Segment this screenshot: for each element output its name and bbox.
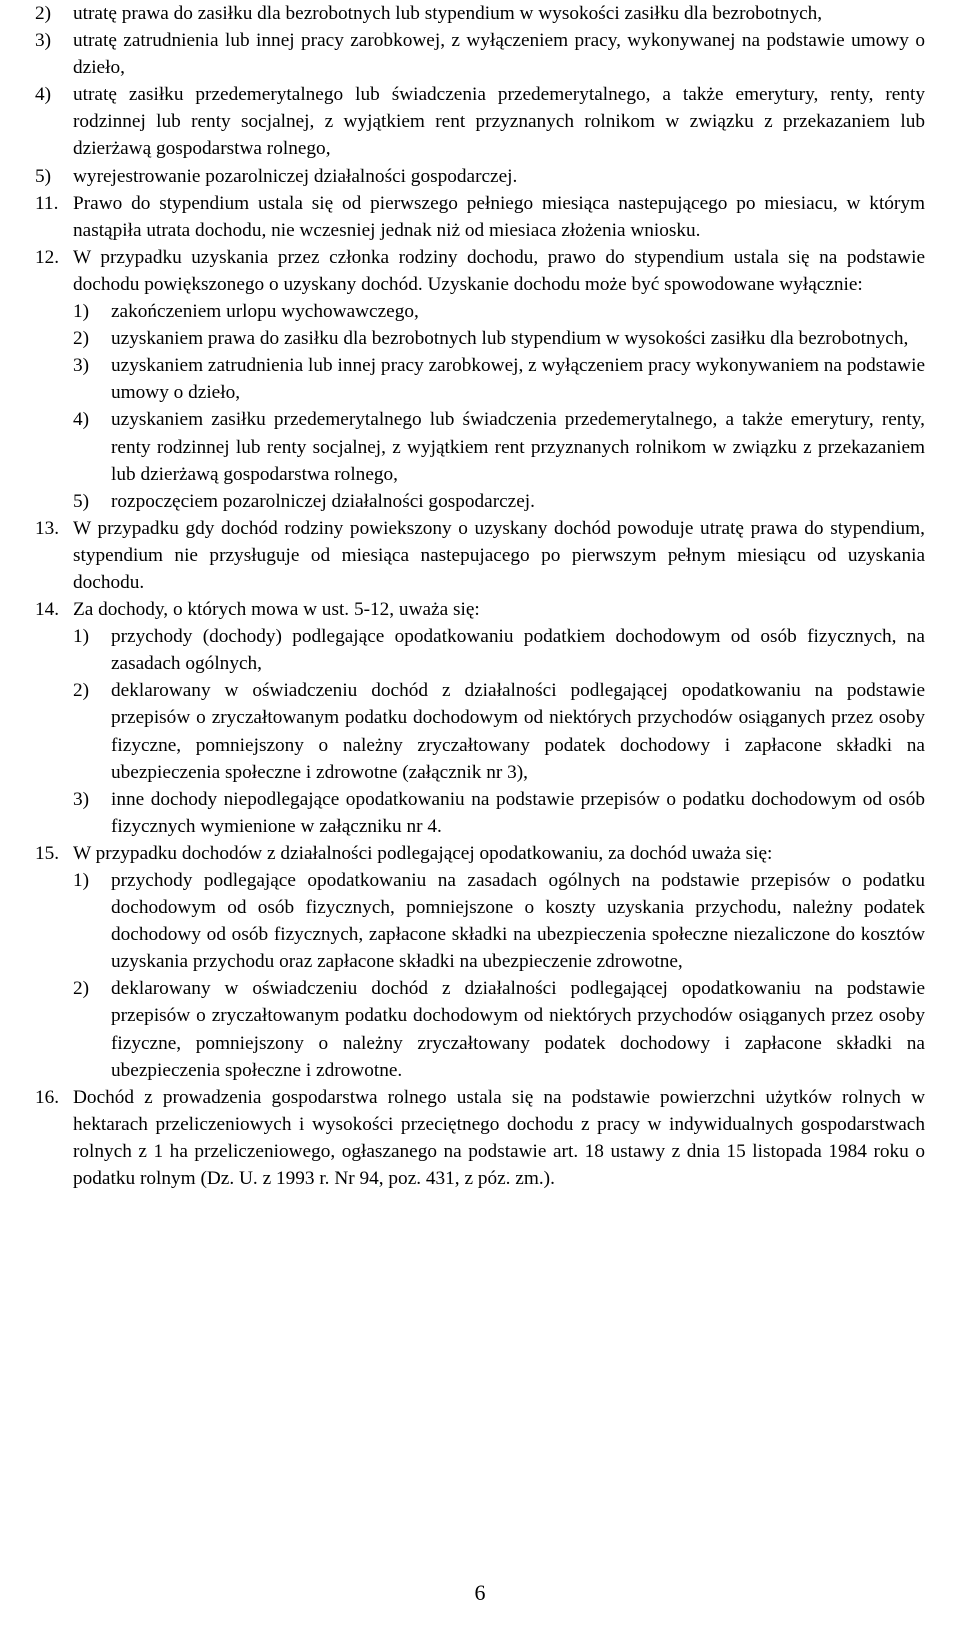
list-item-number: 5) <box>35 165 52 187</box>
list-item <box>35 27 925 81</box>
paragraph-text: Dochód z prowadzenia gospodarstwa rolnego ustala się na podstawie powierzchni użytków rolnych w hektarach przeliczeniowych i wysokości przeciętnego dochodu z pracy w indywidualnych gospodarstwach rolnych z 1 ha przeliczeniowego, ogłaszanego na podstawie art. 18 ustawy z dnia 15 listopada 1984 roku o podatku rolnym (Dz. U. z 1993 r. Nr 94, poz. 431, z póz. zm.). <box>73 1086 925 1190</box>
list-item-number: 4) <box>35 84 52 106</box>
list-item <box>73 488 925 515</box>
list-item-text: deklarowany w oświadczeniu dochód z działalności podlegającej opodatkowaniu na podstawie przepisów o zryczałtowanym podatku dochodowym od niektórych przychodów osiąganych przez osoby fizyczne, pomniejszony o należny zryczałtowany podatek dochodowy i zapłacone składki na ubezpieczenia społeczne i zdrowotne (załącznik nr 3), <box>111 680 925 783</box>
document-page <box>35 0 925 1192</box>
list-item-text: przychody podlegające opodatkowaniu na zasadach ogólnych na podstawie przepisów o podatku dochodowym od osób fizycznych, pomniejszone o koszty uzyskania przychodu, należny podatek dochodowy od osób fizycznych, zapłacone składki na ubezpieczenia społeczne niezaliczone do kosztów uzyskania przychodu oraz zapłacone składki na ubezpieczenie zdrowotne, <box>111 870 925 973</box>
list-item-text: zakończeniem urlopu wychowawczego, <box>111 301 419 323</box>
list-item-number: 1) <box>73 301 90 323</box>
page-number: 6 <box>474 1580 486 1605</box>
list-item-number: 3) <box>73 355 90 377</box>
list-item <box>73 975 925 1083</box>
paragraph-16 <box>35 1084 925 1192</box>
list-item-text: rozpoczęciem pozarolniczej działalności gospodarczej. <box>111 490 535 512</box>
list-item-number: 4) <box>73 409 90 431</box>
list-item-text: uzyskaniem zasiłku przedemerytalnego lub świadczenia przedemerytalnego, a także emerytury, renty, renty rodzinnej lub renty socjalnej, z wyjątkiem rent przyznanych rolnikom w związku z przekazaniem lub dzierżawą gospodarstwa rolnego, <box>111 409 925 485</box>
paragraph-11 <box>35 190 925 244</box>
list-item <box>73 786 925 840</box>
paragraph-text: W przypadku uzyskania przez członka rodziny dochodu, prawo do stypendium ustala się na podstawie dochodu powiększonego o uzyskany dochód. Uzyskanie dochodu może być spowodowane wyłącznie: <box>73 246 925 295</box>
list-item <box>35 0 925 27</box>
list-item-text: uzyskaniem prawa do zasiłku dla bezrobotnych lub stypendium w wysokości zasiłku dla bezrobotnych, <box>111 328 909 350</box>
list-item-number: 1) <box>73 870 90 891</box>
paragraph-number: 14. <box>35 599 60 621</box>
list-item <box>35 163 925 190</box>
paragraph-number: 13. <box>35 517 60 539</box>
list-item-text: wyrejestrowanie pozarolniczej działalności gospodarczej. <box>73 165 518 187</box>
list-item <box>73 406 925 487</box>
list-item <box>73 867 925 975</box>
paragraph-number: 15. <box>35 842 60 864</box>
list-item-text: deklarowany w oświadczeniu dochód z działalności podlegającej opodatkowaniu na podstawie przepisów o zryczałtowanym podatku dochodowym od niektórych przychodów osiąganych przez osoby fizyczne, pomniejszony o należny zryczałtowany podatek dochodowy i zapłacone składki na ubezpieczenia społeczne i zdrowotne. <box>111 978 925 1081</box>
list-item <box>73 325 925 352</box>
list-item-text: inne dochody niepodlegające opodatkowaniu na podstawie przepisów o podatku dochodowym od osób fizycznych wymienione w załączniku nr 4. <box>111 788 925 837</box>
list-item <box>35 81 925 162</box>
paragraph-text: Prawo do stypendium ustala się od pierwszego pełniego miesiąca nastepującego po miesiacu, w którym nastąpiła utrata dochodu, nie wczesniej jednak niż od miesiaca złożenia wniosku. <box>73 192 925 241</box>
paragraph-14 <box>35 596 925 840</box>
document-body <box>35 0 925 1192</box>
paragraph-text: W przypadku dochodów z działalności podlegającej opodatkowaniu, za dochód uważa się: <box>73 842 773 864</box>
list-item-number: 3) <box>35 30 52 52</box>
list-item-text: utratę zatrudnienia lub innej pracy zarobkowej, z wyłączeniem pracy, wykonywanej na podstawie umowy o dzieło, <box>73 30 925 79</box>
list-item-text: przychody (dochody) podlegające opodatkowaniu podatkiem dochodowym od osób fizycznych, na zasadach ogólnych, <box>111 626 925 675</box>
paragraph-13 <box>35 515 925 596</box>
paragraph-12 <box>35 244 925 515</box>
paragraph-number: 16. <box>35 1086 60 1108</box>
list-item-text: utratę zasiłku przedemerytalnego lub świadczenia przedemerytalnego, a także emerytury, renty, renty rodzinnej lub renty socjalnej, z wyjątkiem rent przyznanych rolnikom w związku z przekazaniem lub dzierżawą gospodarstwa rolnego, <box>73 84 925 160</box>
list-item-text: utratę prawa do zasiłku dla bezrobotnych lub stypendium w wysokości zasiłku dla bezrobotnych, <box>73 3 823 24</box>
list-item-number: 2) <box>73 680 90 702</box>
paragraph-number: 12. <box>35 246 60 268</box>
list-item-text: uzyskaniem zatrudnienia lub innej pracy zarobkowej, z wyłączeniem pracy wykonywaniem na podstawie umowy o dzieło, <box>111 355 925 404</box>
list-item-number: 2) <box>73 328 90 350</box>
list-item-number: 2) <box>73 978 90 1000</box>
list-item-number: 2) <box>35 3 52 24</box>
list-item <box>73 352 925 406</box>
list-item <box>73 298 925 325</box>
continued-list <box>35 0 925 190</box>
list-item-number: 5) <box>73 490 90 512</box>
list-item-number: 1) <box>73 626 90 648</box>
list-item-number: 3) <box>73 788 90 810</box>
list-item <box>73 623 925 677</box>
list-item <box>73 677 925 785</box>
paragraph-15 <box>35 840 925 1084</box>
paragraph-text: Za dochody, o których mowa w ust. 5-12, uważa się: <box>73 599 480 621</box>
paragraph-number: 11. <box>35 192 59 214</box>
paragraph-text: W przypadku gdy dochód rodziny powiekszony o uzyskany dochód powoduje utratę prawa do stypendium, stypendium nie przysługuje od miesiąca nastepujacego po pierwszym pełnym miesiącu od uzyskania dochodu. <box>73 517 925 593</box>
